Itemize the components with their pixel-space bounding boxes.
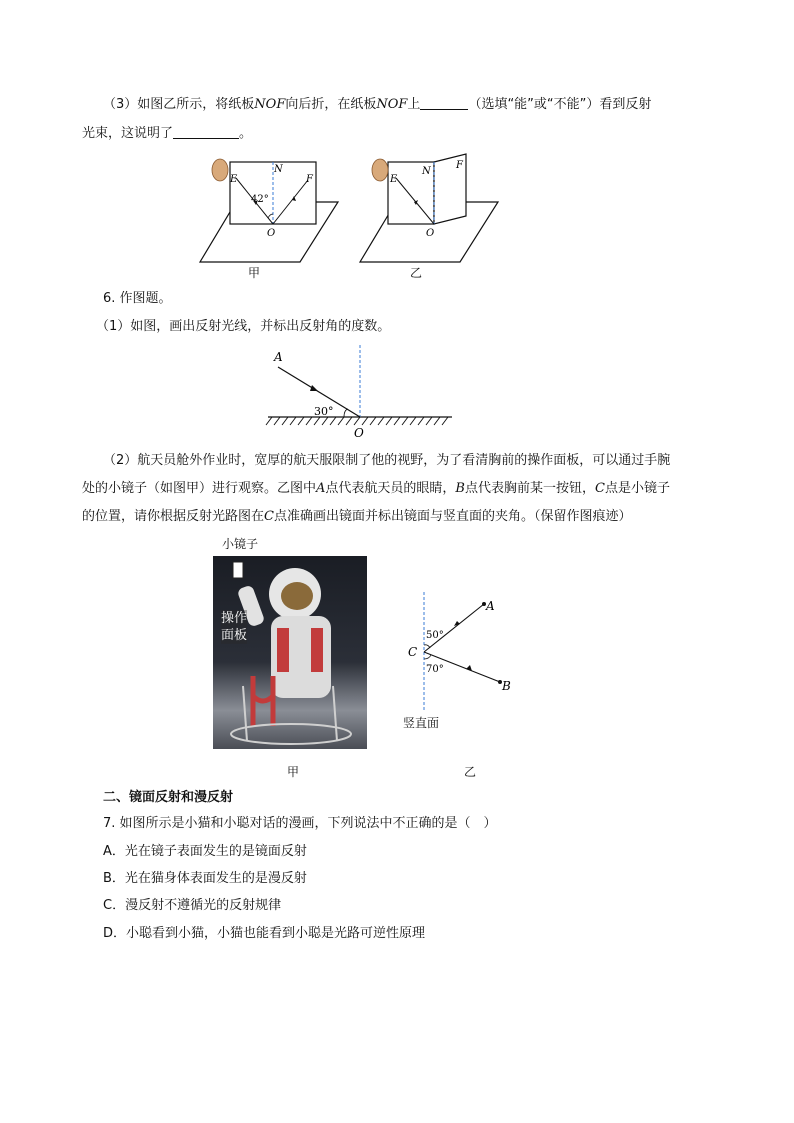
text-seg: 。 (239, 126, 253, 141)
text-seg: （选填“能”或“不能”）看到反射 (468, 97, 652, 112)
text-seg: （3）如图乙所示，将纸板 (103, 97, 255, 112)
fig-jia-caption: 甲 (248, 266, 261, 280)
label-N: N (422, 166, 431, 177)
q6-part2-line2 (82, 480, 670, 498)
text-seg: 点代表航天员的眼睛， (325, 481, 456, 496)
fig2-caption-yi: 乙 (464, 765, 477, 779)
label-50: 50° (426, 630, 444, 641)
panel-label-1: 操作 (221, 611, 248, 626)
label-B: B (502, 679, 511, 693)
q5-part3-line2 (82, 124, 252, 143)
q6-part2-line1: （2）航天员舱外作业时，宽厚的航天服限制了他的视野，为了看清胸前的操作面板，可以通过手腕 (103, 453, 671, 468)
q7-option-a[interactable]: A．光在镜子表面发生的是镜面反射 (103, 844, 307, 859)
answer-blank[interactable] (173, 124, 239, 139)
text-A: A (316, 481, 326, 496)
text-nof: NOF (376, 97, 408, 112)
label-70: 70° (426, 664, 444, 675)
section-heading: 二、镜面反射和漫反射 (103, 790, 234, 805)
label-F: F (456, 160, 463, 171)
text-seg: 上 (407, 97, 421, 112)
label-F: F (306, 174, 313, 185)
text-seg: 点代表胸前某一按钮， (464, 481, 595, 496)
figure-yi-board (356, 150, 506, 265)
label-O: O (354, 426, 364, 440)
photo-mirror-label: 小镜子 (222, 537, 259, 551)
text-seg: 点是小镜子 (604, 481, 670, 496)
text-seg: 的位置，请你根据反射光路图在 (82, 509, 265, 524)
label-O: O (267, 228, 276, 239)
text-B: B (455, 481, 465, 496)
label-E: E (390, 174, 398, 185)
text-C: C (264, 509, 274, 524)
label-angle: 42° (251, 194, 269, 205)
text-seg: 点准确画出镜面并标出镜面与竖直面的夹角。（保留作图痕迹） (273, 509, 632, 524)
q6-part2-line3 (82, 508, 631, 526)
fig-yi-caption: 乙 (410, 266, 423, 280)
q6-title: 6. 作图题。 (103, 291, 172, 306)
q5-part3-line1 (103, 95, 651, 114)
astronaut-photo (213, 556, 367, 749)
label-O: O (426, 228, 435, 239)
panel-label-2: 面板 (221, 628, 248, 643)
q7-option-c[interactable]: C．漫反射不遵循光的反射规律 (103, 898, 282, 913)
label-C: C (408, 645, 418, 659)
hand-icon (212, 159, 228, 181)
q7-option-b[interactable]: B．光在猫身体表面发生的是漫反射 (103, 871, 307, 886)
answer-blank[interactable] (420, 95, 468, 110)
photo-caption-jia: 甲 (287, 765, 300, 779)
text-seg: 光束，这说明了 (82, 126, 174, 141)
text-seg: 向后折，在纸板 (285, 97, 377, 112)
figure-jia-board (196, 150, 346, 265)
text-nof: NOF (254, 97, 286, 112)
astronaut-figure (213, 556, 367, 749)
q7-option-d[interactable]: D．小聪看到小猫，小猫也能看到小聪是光路可逆性原理 (103, 926, 426, 941)
hand-icon (372, 159, 388, 181)
q6-part1: （1）如图，画出反射光线，并标出反射角的度数。 (96, 319, 391, 334)
text-seg: 处的小镜子（如图甲）进行观察。乙图中 (82, 481, 317, 496)
label-A: A (274, 350, 283, 364)
label-E: E (230, 174, 238, 185)
photo-panel-label (221, 610, 247, 644)
label-A: A (486, 599, 495, 613)
text-C: C (595, 481, 605, 496)
label-angle: 30° (314, 405, 334, 418)
vertical-plane-label: 竖直面 (403, 716, 440, 730)
q7-stem: 7. 如图所示是小猫和小聪对话的漫画，下列说法中不正确的是（ ） (103, 816, 497, 831)
figure-reflection-30 (268, 345, 458, 440)
label-N: N (274, 164, 283, 175)
